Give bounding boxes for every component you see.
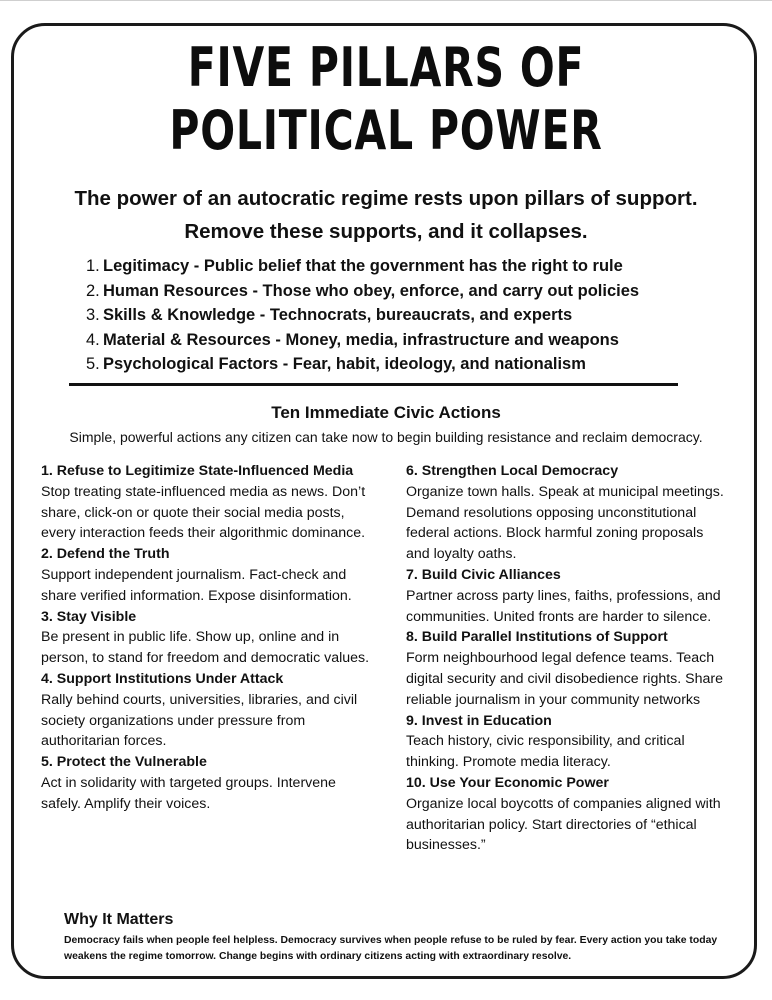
pillar-item [86, 352, 746, 377]
pillar-text: Human Resources - Those who obey, enforce, and carry out policies [103, 281, 640, 300]
pillar-number: 5. [86, 355, 100, 373]
pillar-item [86, 328, 746, 353]
action-text: Teach history, civic responsibility, and critical thinking. Promote media literacy. [406, 733, 685, 771]
pillar-number: 3. [86, 306, 100, 324]
pillar-text: Psychological Factors - Fear, habit, ideology, and nationalism [103, 355, 586, 373]
action-title: 5. Protect the Vulnerable [41, 754, 207, 771]
why-it-matters-title: Why It Matters [64, 911, 174, 928]
action-text: Form neighbourhood legal defence teams. Teach digital security and civil disobedience rights. Share reliable journalism in your community networks [406, 650, 724, 708]
action-title: 9. Invest in Education [406, 712, 552, 729]
pillar-number: 2. [86, 281, 100, 300]
actions-section-subtitle: Simple, powerful actions any citizen can take now to begin building resistance and reclaim democracy. [69, 429, 703, 445]
action-item [41, 752, 371, 814]
action-text: Be present in public life. Show up, online and in person, to stand for freedom and democratic values. [41, 629, 370, 667]
pillar-text: Legitimacy - Public belief that the government has the right to rule [103, 257, 623, 275]
action-title: 3. Stay Visible [41, 608, 137, 625]
actions-column-left [41, 461, 371, 815]
intro-line-2: Remove these supports, and it collapses. [184, 220, 588, 243]
action-text: Act in solidarity with targeted groups. Intervene safely. Amplify their voices. [41, 774, 336, 812]
pillar-number: 4. [86, 330, 100, 349]
why-it-matters-text: Democracy fails when people feel helpless. Democracy survives when people refuse to be ruled by fear. Every action you take today weakens the regime tomorrow. Change begins with ordinary citizens acting with extraordinary resolve. [64, 935, 718, 962]
action-title: 10. Use Your Economic Power [406, 774, 609, 791]
action-item [41, 461, 371, 544]
action-item [406, 711, 726, 773]
action-item [41, 669, 371, 752]
action-item [406, 565, 726, 627]
action-text: Organize town halls. Speak at municipal meetings. Demand resolutions opposing unconstitutional federal actions. Block harmful zoning proposals and loyalty oaths. [406, 483, 724, 563]
action-item [406, 773, 726, 856]
action-title: 4. Support Institutions Under Attack [41, 670, 284, 687]
pillar-item [86, 254, 746, 279]
action-title: 1. Refuse to Legitimize State-Influenced Media [41, 463, 354, 479]
pillar-item [86, 279, 746, 304]
top-border-line [0, 0, 772, 1]
action-item [406, 461, 726, 565]
action-text: Partner across party lines, faiths, professions, and communities. United fronts are harder to silence. [406, 587, 721, 625]
section-divider [69, 383, 678, 386]
actions-column-right [406, 461, 726, 856]
pillar-item [86, 303, 746, 328]
action-title: 2. Defend the Truth [41, 546, 170, 563]
action-title: 6. Strengthen Local Democracy [406, 463, 619, 479]
pillars-list [86, 254, 746, 377]
action-text: Support independent journalism. Fact-check and share verified information. Expose disinformation. [41, 566, 352, 604]
action-text: Stop treating state-influenced media as news. Don’t share, click-on or quote their social media posts, every interaction feeds their algorithmic dominance. [41, 483, 366, 542]
pillar-number: 1. [86, 257, 100, 275]
action-item [41, 607, 371, 669]
actions-section-title: Ten Immediate Civic Actions [271, 403, 501, 422]
action-title: 7. Build Civic Alliances [406, 566, 561, 583]
action-item [406, 627, 726, 710]
intro-line-1: The power of an autocratic regime rests upon pillars of support. [74, 187, 698, 210]
action-text: Rally behind courts, universities, libraries, and civil society organizations under pressure from authoritarian forces. [41, 691, 358, 750]
poster-title-line-1: FIVE PILLARS OF [187, 36, 585, 99]
action-text: Organize local boycotts of companies aligned with authoritarian policy. Start directories of “ethical businesses.” [406, 795, 721, 854]
pillar-text: Skills & Knowledge - Technocrats, bureaucrats, and experts [103, 306, 573, 324]
action-title: 8. Build Parallel Institutions of Support [406, 629, 668, 646]
action-item [41, 544, 371, 606]
pillar-text: Material & Resources - Money, media, infrastructure and weapons [103, 330, 619, 349]
poster-title-line-2: POLITICAL POWER [169, 99, 603, 162]
